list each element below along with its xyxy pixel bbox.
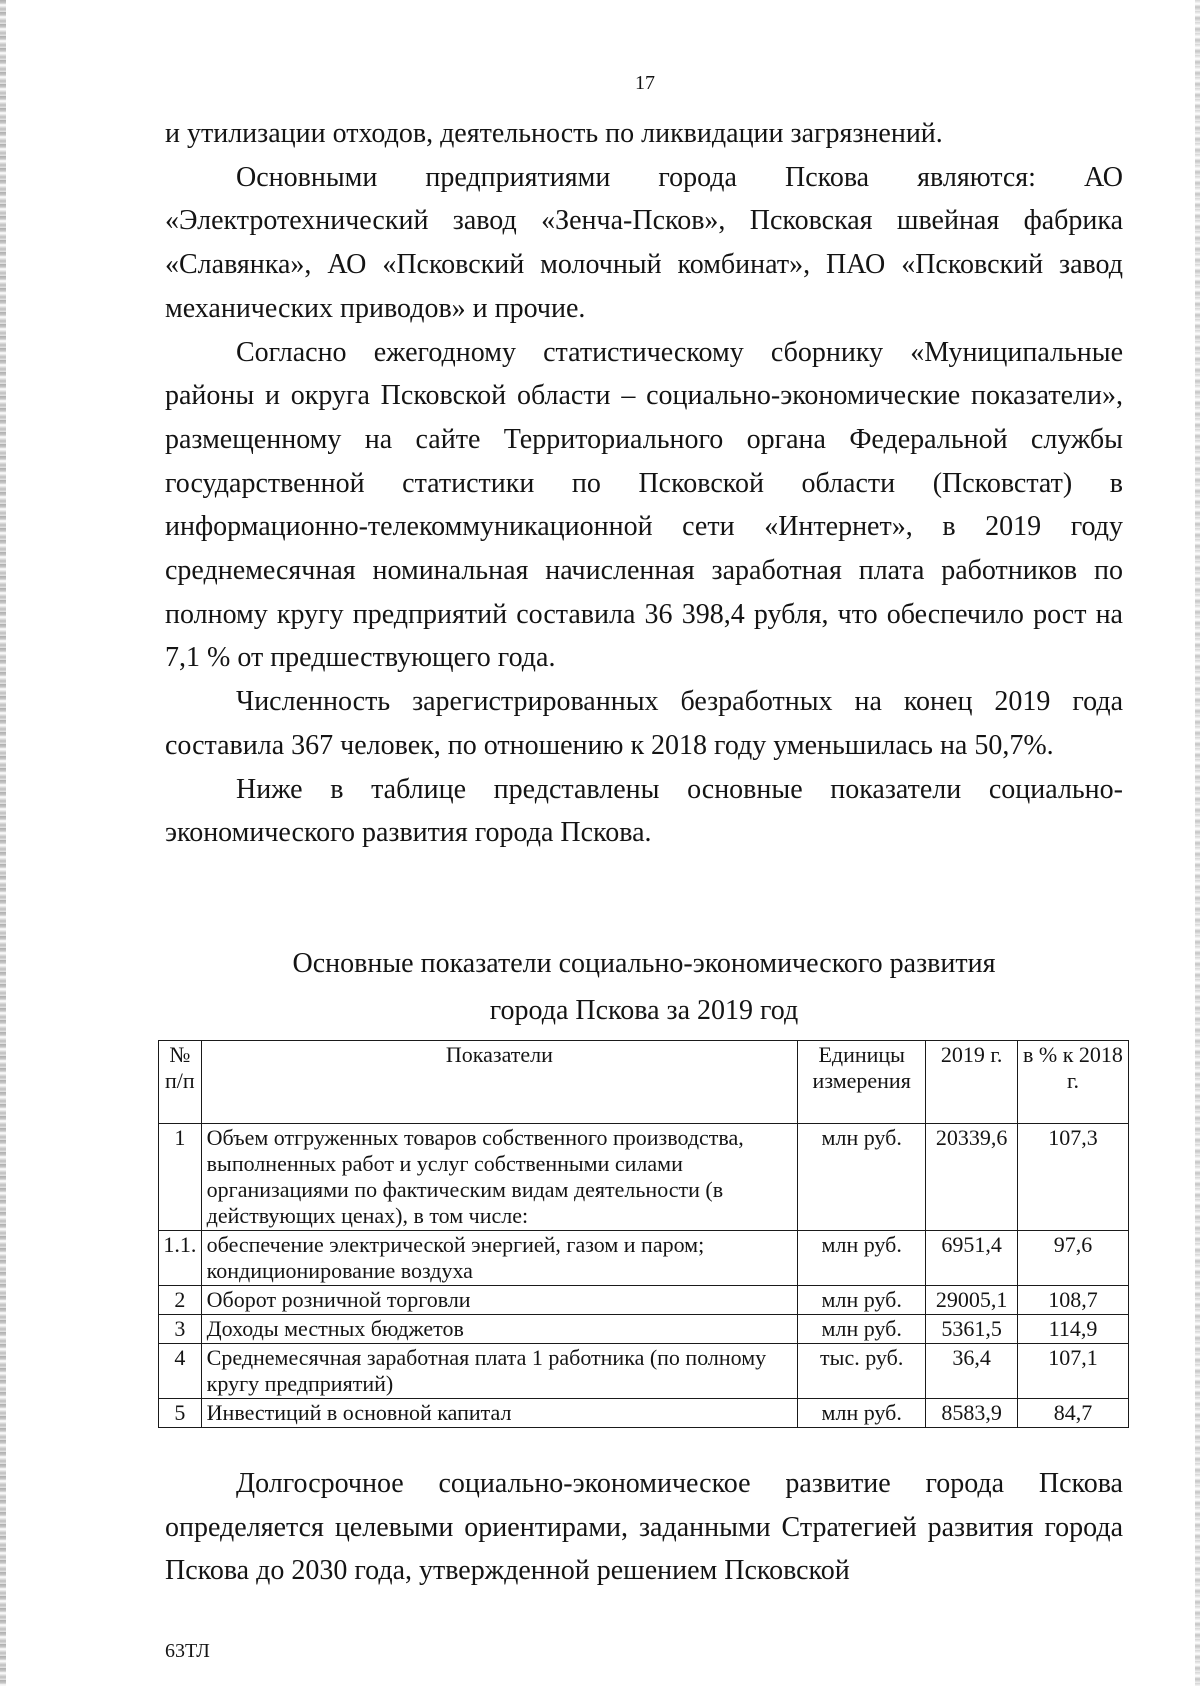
row-name: Инвестиций в основной капитал xyxy=(201,1399,798,1428)
body-text xyxy=(165,112,1123,855)
header-name: Показатели xyxy=(201,1041,798,1124)
row-unit: млн руб. xyxy=(798,1315,926,1344)
row-unit: млн руб. xyxy=(798,1124,926,1231)
row-value: 5361,5 xyxy=(926,1315,1018,1344)
table-title-line-2: города Пскова за 2019 год xyxy=(489,995,799,1026)
table-header-row xyxy=(159,1041,1129,1124)
row-unit: млн руб. xyxy=(798,1231,926,1286)
paragraph: Ниже в таблице представлены основные показатели социально-экономического развития города Пскова. xyxy=(165,773,1123,849)
header-unit: Единицы измерения xyxy=(798,1041,926,1124)
row-num: 5 xyxy=(159,1399,202,1428)
row-value: 6951,4 xyxy=(926,1231,1018,1286)
table-title-line-1: Основные показатели социально-экономического развития xyxy=(292,948,996,979)
row-unit: тыс. руб. xyxy=(798,1344,926,1399)
row-value: 36,4 xyxy=(926,1344,1018,1399)
row-name: Оборот розничной торговли xyxy=(201,1286,798,1315)
scan-edge-left xyxy=(0,0,6,1686)
indicators-table xyxy=(158,1040,1129,1428)
row-num: 1.1. xyxy=(159,1231,202,1286)
table-body xyxy=(159,1124,1129,1428)
row-unit: млн руб. xyxy=(798,1399,926,1428)
paragraph: Основными предприятиями города Пскова являются: АО «Электротехнический завод «Зенча-Псков», Псковская швейная фабрика «Славянка», АО «Псковский молочный комбинат», ПАО «Псковский завод механических приводов» и прочие. xyxy=(165,161,1123,324)
table-row xyxy=(159,1344,1129,1399)
row-pct: 114,9 xyxy=(1017,1315,1128,1344)
row-unit: млн руб. xyxy=(798,1286,926,1315)
after-text xyxy=(165,1462,1123,1593)
row-num: 4 xyxy=(159,1344,202,1399)
row-pct: 107,1 xyxy=(1017,1344,1128,1399)
page-number: 17 xyxy=(635,72,655,94)
row-value: 20339,6 xyxy=(926,1124,1018,1231)
row-value: 29005,1 xyxy=(926,1286,1018,1315)
header-num: № п/п xyxy=(159,1041,202,1124)
row-num: 1 xyxy=(159,1124,202,1231)
row-num: 3 xyxy=(159,1315,202,1344)
table-row xyxy=(159,1231,1129,1286)
header-pct: в % к 2018 г. xyxy=(1017,1041,1128,1124)
row-name: Объем отгруженных товаров собственного производства, выполненных работ и услуг собственными силами организациями по фактическим видам деятельности (в действующих ценах), в том числе: xyxy=(201,1124,798,1231)
paragraph: Численность зарегистрированных безработных на конец 2019 года составила 367 человек, по отношению к 2018 году уменьшилась на 50,7%. xyxy=(165,686,1123,761)
row-name: Доходы местных бюджетов xyxy=(201,1315,798,1344)
footer-code: 63ТЛ xyxy=(165,1640,210,1662)
table-row xyxy=(159,1124,1129,1231)
table-row xyxy=(159,1286,1129,1315)
row-pct: 97,6 xyxy=(1017,1231,1128,1286)
paragraph: Долгосрочное социально-экономическое развитие города Пскова определяется целевыми ориентирами, заданными Стратегией развития города Пскова до 2030 года, утвержденной решением Псковской xyxy=(165,1468,1123,1587)
row-name: Среднемесячная заработная плата 1 работника (по полному кругу предприятий) xyxy=(201,1344,798,1399)
table-title xyxy=(165,940,1123,1034)
row-pct: 108,7 xyxy=(1017,1286,1128,1315)
scan-edge-right xyxy=(1195,0,1200,1686)
table-row xyxy=(159,1315,1129,1344)
header-year: 2019 г. xyxy=(926,1041,1018,1124)
row-name: обеспечение электрической энергией, газом и паром; кондиционирование воздуха xyxy=(201,1231,798,1286)
row-pct: 84,7 xyxy=(1017,1399,1128,1428)
table-row xyxy=(159,1399,1129,1428)
paragraph: и утилизации отходов, деятельность по ликвидации загрязнений. xyxy=(165,118,943,149)
row-value: 8583,9 xyxy=(926,1399,1018,1428)
row-pct: 107,3 xyxy=(1017,1124,1128,1231)
paragraph: Согласно ежегодному статистическому сборнику «Муниципальные районы и округа Псковской области – социально-экономические показатели», размещенному на сайте Территориального органа Федеральной службы государственной статистики по Псковской области (Псковстат) в информационно-телекоммуникационной сети «Интернет», в 2019 году среднемесячная номинальная начисленная заработная плата работников по полному кругу предприятий составила 36 398,4 рубля, что обеспечило рост на 7,1 % от предшествующего года. xyxy=(165,336,1123,674)
row-num: 2 xyxy=(159,1286,202,1315)
